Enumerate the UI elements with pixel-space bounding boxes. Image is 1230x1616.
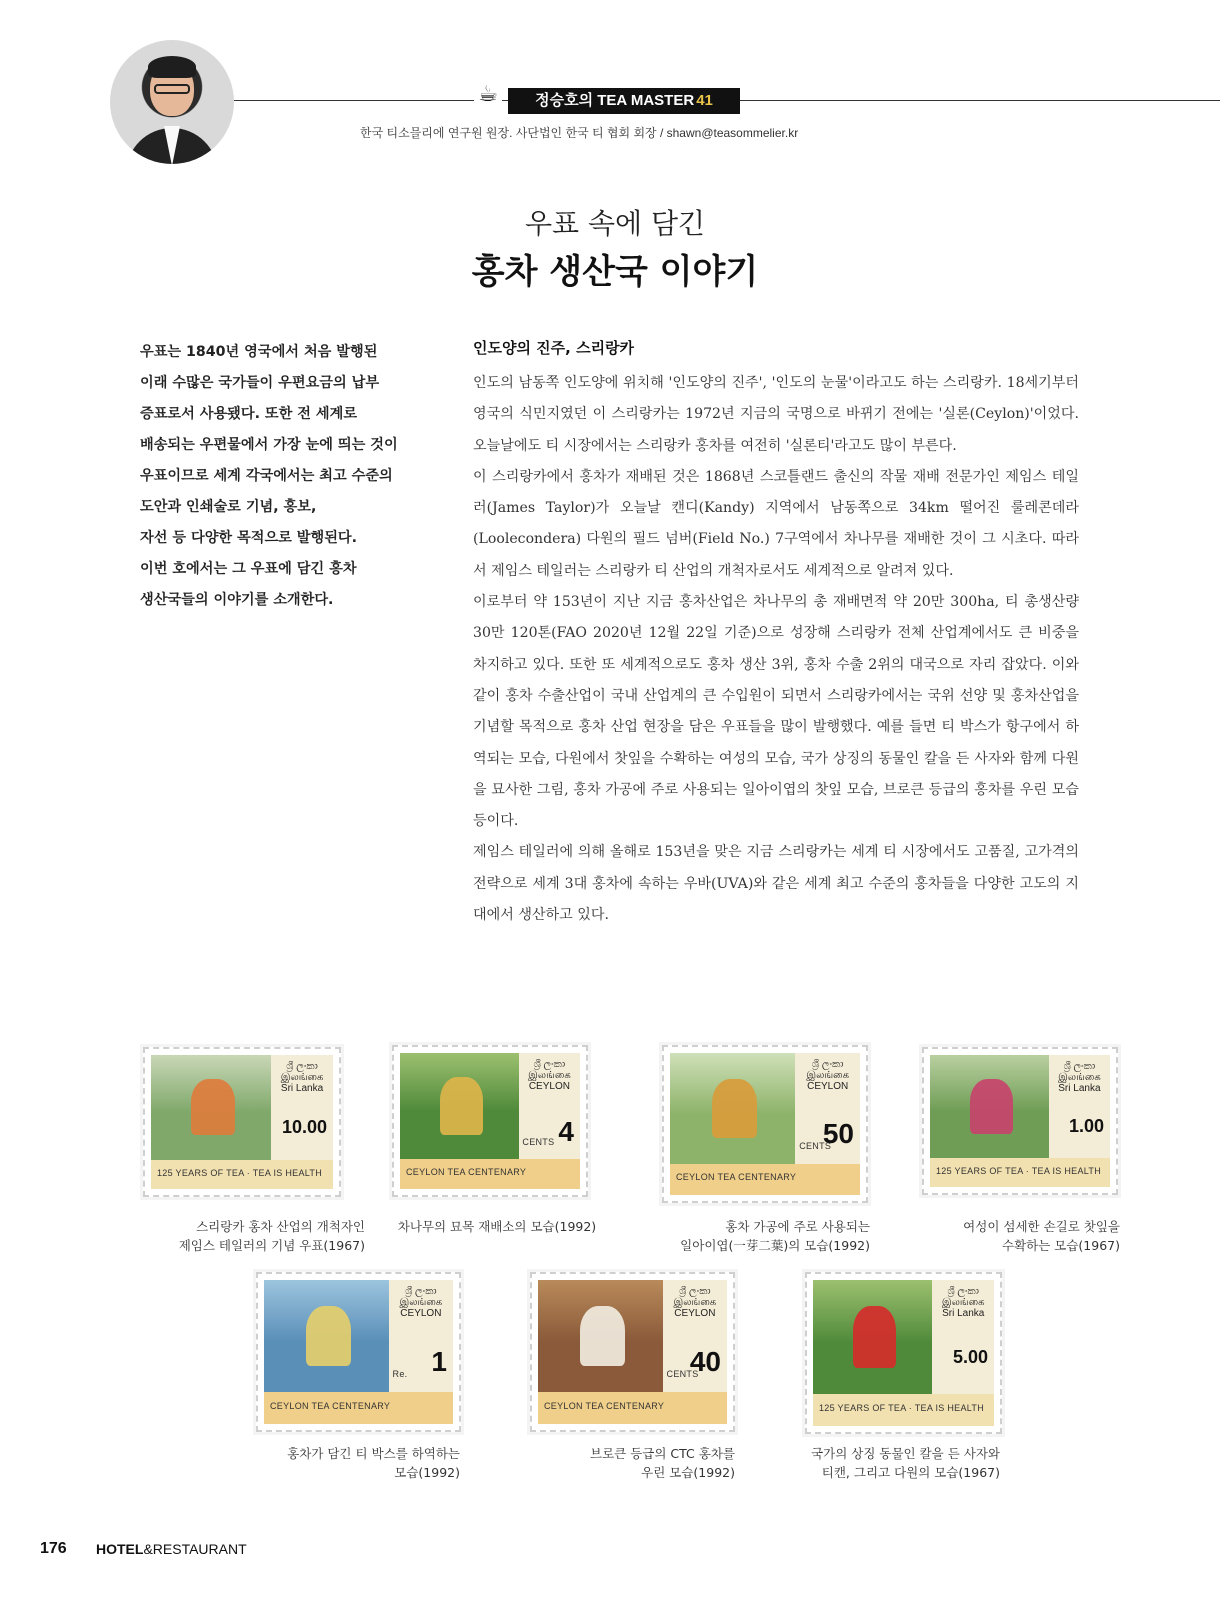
author-byline: 한국 티소믈리에 연구원 원장. 사단법인 한국 티 협회 회장 / shawn@teasommelier.kr: [360, 126, 799, 140]
stamp-value: 5.00: [952, 1347, 988, 1368]
stamp-unit: Re.: [392, 1369, 408, 1380]
body-paragraph: 제임스 테일러에 의해 올해로 153년을 맞은 지금 스리랑카는 세계 티 시장에서도 고품질, 고가격의 전략으로 세계 3대 홍차에 속하는 우바(UVA)와 같은 세계 최고 수준의 홍차들을 다양한 고도의 지대에서 생산하고 있다.: [473, 844, 1079, 924]
stamp-unit: CENTS: [522, 1137, 555, 1148]
stamp-value: 40: [689, 1346, 721, 1378]
stamp-band-text: 125 YEARS OF TEA · TEA IS HEALTH: [819, 1402, 984, 1413]
section-heading: 인도양의 진주, 스리랑카: [473, 339, 635, 357]
lead-paragraph: [140, 337, 430, 616]
caption-line: 스리랑카 홍차 산업의 개척자인: [196, 1219, 365, 1234]
stamp-country-label: ශ්‍රී ලංකා இலங்கை CEYLON: [806, 1059, 850, 1092]
stamp-country-label: ශ්‍රී ලංකා இலங்கை CEYLON: [673, 1286, 717, 1319]
stamp-1: [143, 1047, 341, 1197]
article-title: 홍차 생산국 이야기: [471, 252, 759, 292]
stamp-value: 4: [558, 1115, 574, 1147]
magazine-name-bold: HOTEL: [96, 1541, 144, 1557]
lead-line: 이번 호에서는 그 우표에 담긴 홍차: [140, 561, 357, 577]
stamp-7: [805, 1272, 1002, 1434]
caption-line: 홍차 가공에 주로 사용되는: [725, 1219, 870, 1234]
stamp-country-label: ශ්‍රී ලංකා இலங்கை CEYLON: [528, 1059, 571, 1092]
caption-line: 차나무의 묘목 재배소의 모습(1992): [397, 1219, 597, 1234]
lead-line: 자선 등 다양한 목적으로 발행된다.: [140, 530, 358, 546]
stamp-caption: [250, 1444, 460, 1482]
magazine-name: [96, 1541, 247, 1557]
author-photo: [110, 40, 234, 164]
stamp-value: 50: [822, 1118, 854, 1150]
magazine-name-rest: &RESTAURANT: [143, 1541, 247, 1557]
caption-line: 국가의 상징 동물인 칼을 든 사자와: [811, 1446, 1000, 1461]
stamp-illustration: [813, 1280, 932, 1394]
lead-line: 우표는 1840년 영국에서 처음 발행된: [140, 344, 378, 360]
stamp-band-text: 125 YEARS OF TEA · TEA IS HEALTH: [936, 1165, 1101, 1176]
caption-line: 우린 모습(1992): [641, 1465, 735, 1480]
stamp-5: [256, 1272, 461, 1432]
caption-line: 일아이엽(一芽二葉)의 모습(1992): [680, 1238, 870, 1253]
stamp-unit: CENTS: [799, 1141, 832, 1152]
body-paragraph: 이로부터 약 153년이 지난 지금 홍차산업은 차나무의 총 재배면적 약 20만 300ha, 티 총생산량 30만 120톤(FAO 2020년 12월 22일 기준)으로 성장해 스리랑카 전체 산업계에서도 큰 비중을 차지하고 있다. 또한 또 세계적으로도 홍차 생산 3위, 홍차 수출 2위의 대국으로 자리 잡았다. 이와 같이 홍차 수출산업이 국내 산업계의 큰 수입원이 되면서 스리랑카에서는 국위 선양 및 홍차산업을 기념할 목적으로 홍차 산업 현장을 담은 우표들을 많이 발행했다. 예를 들면 티 박스가 항구에서 하역되는 모습, 다원에서 찻잎을 수확하는 여성의 모습, 국가 상징의 동물인 칼을 든 사자와 함께 다원을 묘사한 그림, 홍차 가공에 주로 사용되는 일아이엽의 찻잎 모습, 브로큰 등급의 홍차를 우린 모습 등이다.: [473, 594, 1079, 830]
page-number: 176: [40, 1540, 67, 1557]
stamp-band-text: 125 YEARS OF TEA · TEA IS HEALTH: [157, 1167, 322, 1178]
article-subtitle: 우표 속에 담긴: [524, 207, 706, 240]
stamp-3: [662, 1045, 868, 1203]
stamp-caption: [392, 1217, 602, 1236]
article-body: [473, 368, 1079, 931]
stamp-value: 1.00: [1068, 1115, 1104, 1136]
lead-line: 이래 수많은 국가들이 우편요금의 납부: [140, 375, 380, 391]
stamp-unit: CENTS: [666, 1369, 699, 1380]
stamp-6: [530, 1272, 735, 1432]
stamp-caption: [145, 1217, 365, 1255]
lead-line: 우표이므로 세계 각국에서는 최고 수준의: [140, 468, 393, 484]
caption-line: 제임스 테일러의 기념 우표(1967): [178, 1238, 365, 1253]
stamp-caption: [660, 1217, 870, 1255]
stamp-country-label: ශ්‍රී ලංකා இலங்கை Sri Lanka: [941, 1286, 985, 1319]
stamp-illustration: [538, 1280, 663, 1392]
stamp-2: [392, 1045, 588, 1197]
caption-line: 모습(1992): [394, 1465, 460, 1480]
body-paragraph: 인도의 남동쪽 인도양에 위치해 '인도양의 진주', '인도의 눈물'이라고도 하는 스리랑카. 18세기부터 영국의 식민지였던 이 스리랑카는 1972년 지금의 국명으로 바뀌기 전에는 '실론(Ceylon)'이었다. 오늘날에도 티 시장에서는 스리랑카 홍차를 여전히 '실론티'라고도 많이 부른다.: [473, 375, 1079, 454]
lead-line: 배송되는 우편물에서 가장 눈에 띄는 것이: [140, 437, 398, 453]
stamp-4: [922, 1047, 1118, 1195]
body-paragraph: 이 스리랑카에서 홍차가 재배된 것은 1868년 스코틀랜드 출신의 작물 재배 전문가인 제임스 테일러(James Taylor)가 오늘날 캔디(Kandy) 지역에서 남동쪽으로 34km 떨어진 룰레콘데라(Loolecondera) 다원의 필드 넘버(Field No.) 7구역에서 차나무를 재배한 것이 그 시초다. 따라서 제임스 테일러는 스리랑카 티 산업의 개척자로서도 세계적으로 알려져 있다.: [473, 468, 1079, 579]
series-name: 정승호의 TEA MASTER: [535, 92, 695, 109]
lead-line: 생산국들의 이야기를 소개한다.: [140, 592, 334, 608]
lead-line: 도안과 인쇄술로 기념, 홍보,: [140, 499, 317, 515]
stamp-illustration: [930, 1055, 1049, 1158]
lead-line: 증표로서 사용됐다. 또한 전 세계로: [140, 406, 358, 422]
caption-line: 브로큰 등급의 CTC 홍차를: [590, 1446, 735, 1461]
stamp-caption: [800, 1444, 1000, 1482]
series-number: 41: [696, 92, 713, 109]
teacup-icon: ☕: [474, 82, 502, 108]
stamp-country-label: ශ්‍රී ලංකා இலங்கை Sri Lanka: [280, 1061, 324, 1094]
stamp-value: 10.00: [281, 1116, 327, 1137]
stamp-illustration: [151, 1055, 271, 1160]
stamp-band-text: CEYLON TEA CENTENARY: [406, 1167, 527, 1178]
series-label: [508, 88, 740, 114]
stamp-illustration: [264, 1280, 389, 1392]
stamp-illustration: [400, 1053, 519, 1159]
stamp-band-text: CEYLON TEA CENTENARY: [270, 1400, 391, 1411]
stamp-illustration: [670, 1053, 795, 1164]
caption-line: 여성이 섬세한 손길로 찻잎을: [963, 1219, 1120, 1234]
stamp-country-label: ශ්‍රී ලංකා இலங்கை CEYLON: [399, 1286, 443, 1319]
caption-line: 수확하는 모습(1967): [1002, 1238, 1120, 1253]
stamp-caption: [905, 1217, 1120, 1255]
stamp-band-text: CEYLON TEA CENTENARY: [676, 1172, 797, 1183]
caption-line: 티캔, 그리고 다원의 모습(1967): [821, 1465, 1000, 1480]
stamp-caption: [525, 1444, 735, 1482]
stamp-value: 1: [431, 1346, 447, 1378]
stamp-country-label: ශ්‍රී ලංකා இலங்கை Sri Lanka: [1058, 1061, 1101, 1094]
caption-line: 홍차가 담긴 티 박스를 하역하는: [287, 1446, 460, 1461]
stamp-band-text: CEYLON TEA CENTENARY: [544, 1400, 665, 1411]
